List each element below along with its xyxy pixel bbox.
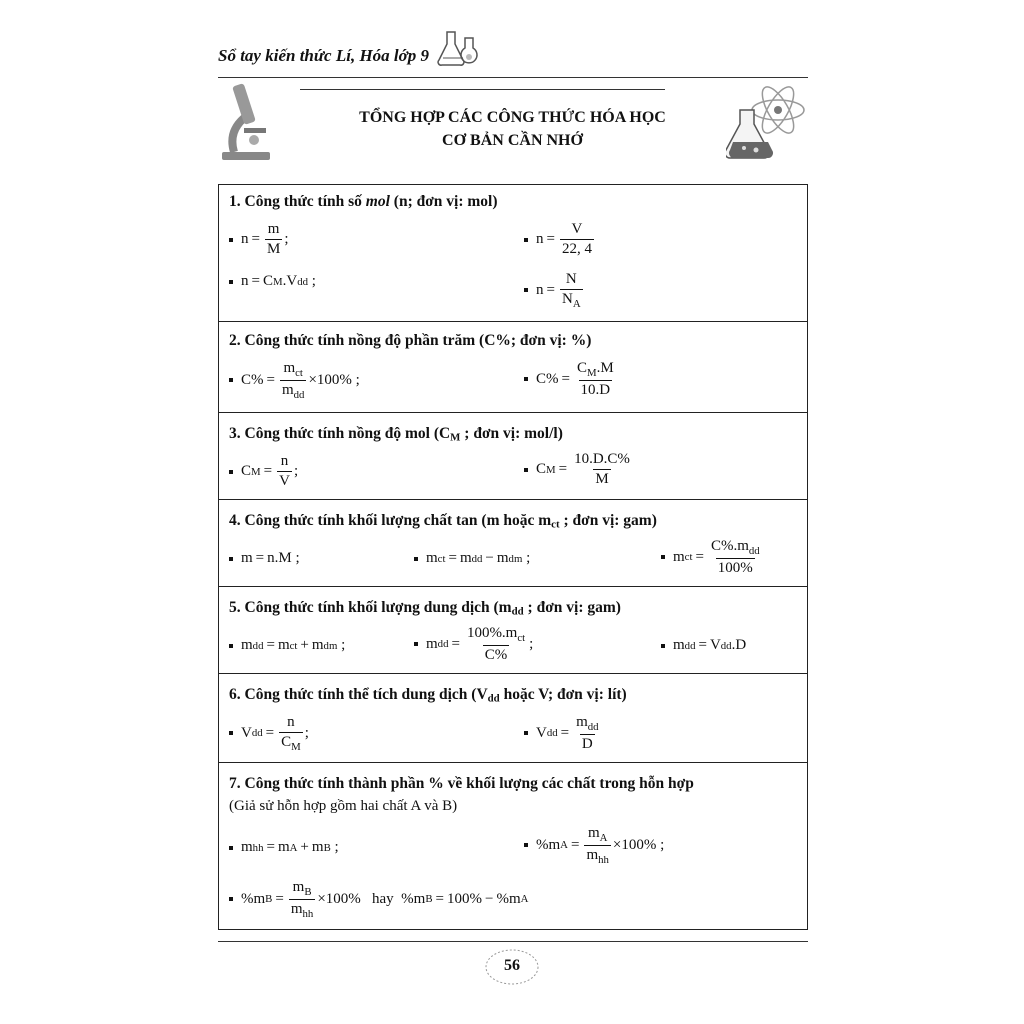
page-number: 56 (480, 945, 544, 989)
section-3-title: 3. Công thức tính nồng độ mol ($C_M$ ; đơn vị: mol/l) (229, 425, 563, 444)
title-rule (300, 89, 665, 90)
formula-molarity-volume: C M = $\frac{n}{V}$ ; (229, 453, 298, 490)
formula-solution-sum: m dd = m ct + m dm ; (229, 637, 345, 654)
formula-solute-percent: m ct = $\frac{C\%.m_{dd}}{100\%}$ (661, 538, 764, 577)
formula-percent-molar: C% = $\frac{C_M.M}{10.D}$ (524, 360, 618, 399)
footer-rule (218, 941, 808, 942)
section-7-note: (Giả sử hỗn hợp gồm hai chất A và B) (229, 798, 458, 814)
section-5 (218, 586, 808, 674)
section-7 (218, 762, 808, 930)
formula-volume-density: V dd = $\frac{m_{dd}}{D}$ (524, 714, 603, 753)
formula-percent-a: %m A = $\frac{m_A}{m_{hh}}$ ×100% ; (524, 825, 664, 866)
formula-mol-concentration: n = C M .V dd ; (229, 273, 316, 290)
book-title: Sổ tay kiến thức Lí, Hóa lớp 9 (218, 46, 430, 65)
page-title-line-2: CƠ BẢN CẦN NHỚ (442, 132, 583, 149)
section-2 (218, 321, 808, 413)
formula-mixture-mass: m hh = m A + m B ; (229, 839, 339, 856)
section-1 (218, 184, 808, 322)
header-rule (218, 77, 808, 78)
section-6-title: 6. Công thức tính thể tích dung dịch ($V_{dd}$ hoặc V; đơn vị: lít) (229, 686, 627, 705)
section-6 (218, 673, 808, 763)
formula-mol-mass: n = $\frac{m}{M}$ ; (229, 221, 288, 258)
section-3 (218, 412, 808, 500)
formula-mol-volume: n = $\frac{V}{22, 4}$ (524, 221, 596, 258)
page-title-line-1: TỔNG HỢP CÁC CÔNG THỨC HÓA HỌC (359, 109, 666, 126)
formula-solution-density: m dd = V dd .D (661, 637, 746, 654)
section-1-title: 1. Công thức tính số mol (n; đơn vị: mol) (229, 193, 498, 210)
formula-percent-b: %m B = $\frac{m_B}{m_{hh}}$ ×100% hay %m B = 100% − %m A (229, 879, 528, 920)
atom-flask-icon (726, 80, 806, 164)
microscope-icon (218, 80, 274, 162)
formula-solute-moles: m = n.M ; (229, 550, 300, 567)
formula-solution-percent: m dd = $\frac{100\%.m_{ct}}{C\%}$ ; (414, 625, 533, 664)
formula-percent-mass: C% = $\frac{m_{ct}}{m_{dd}}$ ×100% ; (229, 360, 360, 401)
section-2-title: 2. Công thức tính nồng độ phần trăm (C%; đơn vị: %) (229, 332, 592, 349)
formula-molarity-percent: C M = $\frac{10.D.C\%}{M}$ (524, 451, 634, 488)
section-5-title: 5. Công thức tính khối lượng dung dịch ($m_{dd}$ ; đơn vị: gam) (229, 599, 621, 618)
lab-glassware-icon (437, 28, 483, 72)
formula-mol-particles: n = $\frac{N}{N_A}$ (524, 271, 585, 310)
section-4-title: 4. Công thức tính khối lượng chất tan (m hoặc $m_{ct}$ ; đơn vị: gam) (229, 512, 657, 531)
formula-solute-difference: m ct = m dd − m dm ; (414, 550, 530, 567)
section-7-title: 7. Công thức tính thành phần % về khối lượng các chất trong hỗn hợp (229, 775, 694, 792)
section-4 (218, 499, 808, 587)
formula-volume-molarity: V dd = $\frac{n}{C_M}$ ; (229, 714, 309, 753)
